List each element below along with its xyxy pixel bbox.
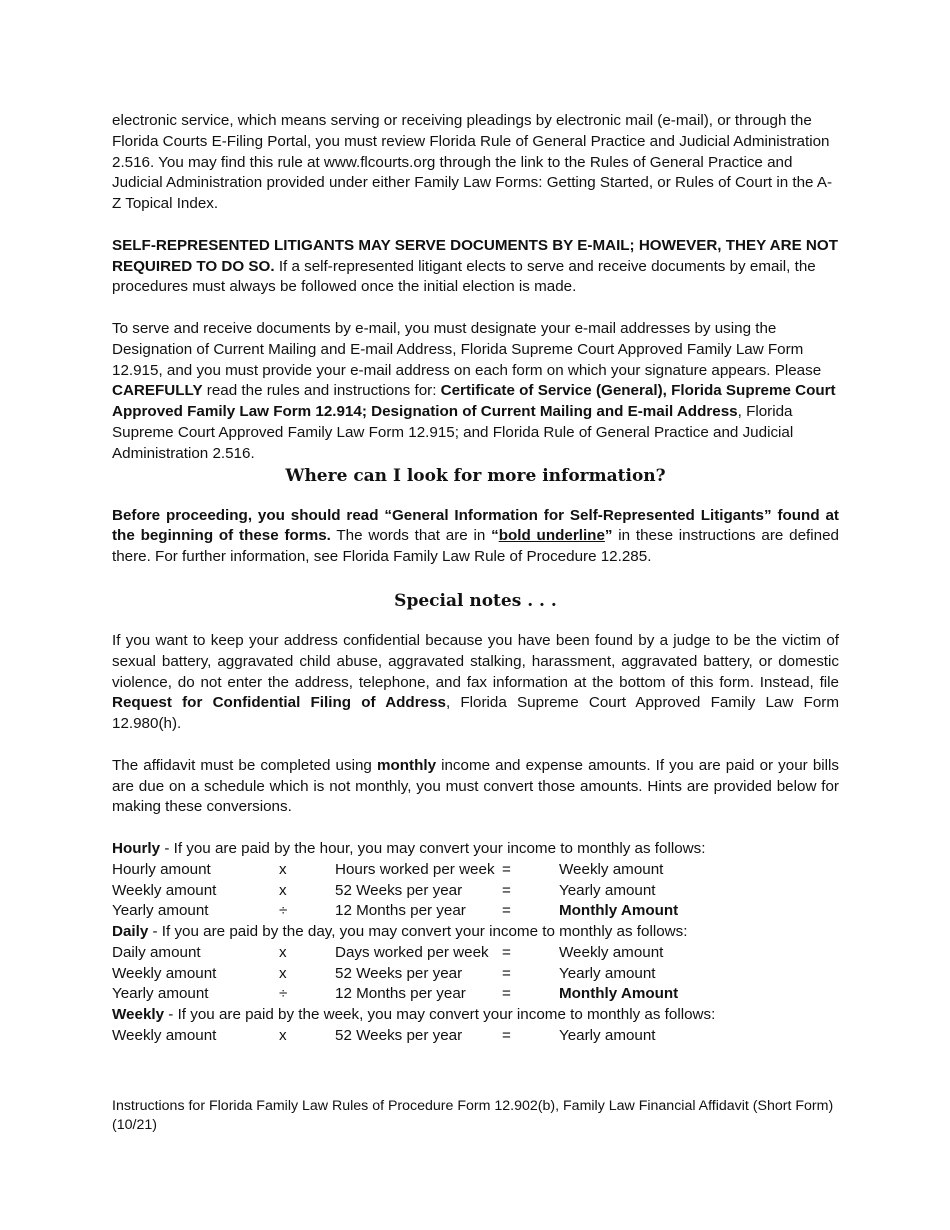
conversion-cell-equals: = <box>502 860 511 878</box>
paragraph-confidential-address <box>112 631 839 735</box>
conversion-row <box>112 901 839 922</box>
self-rep-bold: SELF-REPRESENTED LITIGANTS MAY SERVE DOCUMENTS BY E-MAIL; HOWEVER, THEY ARE NOT REQUIRED TO DO SO. <box>112 236 838 275</box>
paragraph-more-information <box>112 506 839 568</box>
paragraph-electronic-service: electronic service, which means serving or receiving pleadings by electronic mail (e-mail), or through the Florida Courts E-Filing Portal, you must review Florida Rule of General Practice and Judicial Administration 2.516. You may find this rule at www.flcourts.org through the link to the Rules of General Practice and Judicial Administration provided under either Family Law Forms: Getting Started, or Rules of Court in the A-Z Topical Index. <box>112 112 833 213</box>
paragraph-monthly-amounts <box>112 756 839 818</box>
conversion-row <box>112 943 839 964</box>
conversion-cell-result: Monthly Amount <box>559 902 679 920</box>
conversion-cell-factor: 12 Months per year <box>335 985 466 1003</box>
conversion-cell-equals: = <box>502 943 511 961</box>
conversion-cell-amount-from: Hourly amount <box>112 860 211 878</box>
conversion-cell-operator: x <box>279 964 287 982</box>
conversion-row <box>112 984 839 1005</box>
conversion-row <box>112 1026 839 1047</box>
conversion-cell-factor: 52 Weeks per year <box>335 881 463 899</box>
daily-label: Daily <box>112 923 149 941</box>
daily-conversion-table <box>112 943 839 1005</box>
conversion-cell-result: Yearly amount <box>559 1027 656 1045</box>
conversion-cell-operator: x <box>279 860 287 878</box>
serve-email-bold-1: CAREFULLY <box>112 382 203 400</box>
conversion-row <box>112 860 839 881</box>
conversion-cell-result: Weekly amount <box>559 943 664 961</box>
confidential-text-2: , Florida Supreme Court Approved Family Law Form 12.980(h). <box>112 694 839 733</box>
serve-email-text-2: read the rules and instructions for: <box>202 382 441 400</box>
conversion-cell-operator: ÷ <box>279 985 288 1003</box>
conversion-cell-amount-from: Weekly amount <box>112 1027 217 1045</box>
conversion-cell-equals: = <box>502 902 511 920</box>
monthly-text-1: The affidavit must be completed using <box>112 756 377 774</box>
conversion-cell-amount-from: Weekly amount <box>112 964 217 982</box>
conversion-cell-factor: Hours worked per week <box>335 860 495 878</box>
monthly-text-2: income and expense amounts. If you are paid or your bills are due on a schedule which is not monthly, you must convert those amounts. Hints are provided below for making these conversions. <box>112 756 839 816</box>
info-quote-close: ” <box>604 527 613 545</box>
conversion-cell-operator: x <box>279 943 287 961</box>
info-bold-underline: bold underline <box>498 527 605 545</box>
conversion-cell-factor: 52 Weeks per year <box>335 1027 463 1045</box>
info-bold: Before proceeding, you should read “General Information for Self-Represented Litigants” found at the beginning of these forms. <box>112 506 839 545</box>
conversion-row <box>112 881 839 902</box>
confidential-bold: Request for Confidential Filing of Address <box>112 694 446 712</box>
weekly-label: Weekly <box>112 1006 165 1024</box>
weekly-conversion-table <box>112 1026 839 1047</box>
paragraph-self-represented <box>112 236 839 298</box>
hourly-conversion-table <box>112 860 839 922</box>
conversion-cell-factor: Days worked per week <box>335 943 489 961</box>
conversion-cell-factor: 52 Weeks per year <box>335 964 463 982</box>
daily-intro <box>112 922 839 943</box>
conversion-cell-result: Yearly amount <box>559 881 656 899</box>
daily-text: - If you are paid by the day, you may convert your income to monthly as follows: <box>148 923 688 941</box>
weekly-intro <box>112 1005 839 1026</box>
conversion-cell-operator: x <box>279 1027 287 1045</box>
conversion-cell-operator: x <box>279 881 287 899</box>
paragraph-serve-email <box>112 319 839 465</box>
heading-more-information: Where can I look for more information? <box>285 465 666 486</box>
conversion-cell-equals: = <box>502 881 511 899</box>
conversion-cell-result: Yearly amount <box>559 964 656 982</box>
hourly-intro <box>112 839 839 860</box>
conversion-cell-factor: 12 Months per year <box>335 902 466 920</box>
conversion-cell-equals: = <box>502 1027 511 1045</box>
page-footer: Instructions for Florida Family Law Rules of Procedure Form 12.902(b), Family Law Financial Affidavit (Short Form) (10/21) <box>112 1098 834 1133</box>
conversion-cell-operator: ÷ <box>279 902 288 920</box>
document-page <box>112 111 839 1047</box>
heading-special-notes: Special notes . . . <box>394 590 557 611</box>
conversion-cell-amount-from: Yearly amount <box>112 902 209 920</box>
serve-email-bold-2: Certificate of Service (General), Florida Supreme Court Approved Family Law Form 12.914; Designation of Current Mailing and E-mail Address <box>112 382 836 421</box>
serve-email-text-1: To serve and receive documents by e-mail, you must designate your e-mail addresses by using the Designation of Current Mailing and E-mail Address, Florida Supreme Court Approved Family Law Form 12.915, and you must provide your e-mail address on each form on which your signature appears. Please <box>112 319 822 379</box>
conversion-cell-equals: = <box>502 985 511 1003</box>
conversion-cell-amount-from: Weekly amount <box>112 881 217 899</box>
conversion-cell-equals: = <box>502 964 511 982</box>
weekly-text: - If you are paid by the week, you may convert your income to monthly as follows: <box>164 1006 716 1024</box>
conversion-cell-amount-from: Yearly amount <box>112 985 209 1003</box>
hourly-label: Hourly <box>112 839 161 857</box>
conversion-cell-result: Weekly amount <box>559 860 664 878</box>
self-rep-text: If a self-represented litigant elects to serve and receive documents by email, the procedures must always be followed once the initial election is made. <box>112 257 816 296</box>
hourly-text: - If you are paid by the hour, you may convert your income to monthly as follows: <box>160 839 706 857</box>
monthly-bold: monthly <box>376 756 437 774</box>
serve-email-text-3: , Florida Supreme Court Approved Family Law Form 12.915; and Florida Rule of General Practice and Judicial Administration 2.516. <box>112 403 794 462</box>
info-text-2: in these instructions are defined there. For further information, see Florida Family Law Rule of Procedure 12.285. <box>112 527 839 566</box>
conversion-row <box>112 964 839 985</box>
conversion-cell-amount-from: Daily amount <box>112 943 201 961</box>
confidential-text-1: If you want to keep your address confidential because you have been found by a judge to be the victim of sexual battery, aggravated child abuse, aggravated stalking, harassment, aggravated battery, or domestic violence, do not enter the address, telephone, and fax information at the bottom of this form. Instead, file <box>112 631 839 691</box>
info-quote-open: “ <box>491 527 499 545</box>
info-text-1: The words that are in <box>330 527 492 545</box>
conversion-cell-result: Monthly Amount <box>559 985 679 1003</box>
